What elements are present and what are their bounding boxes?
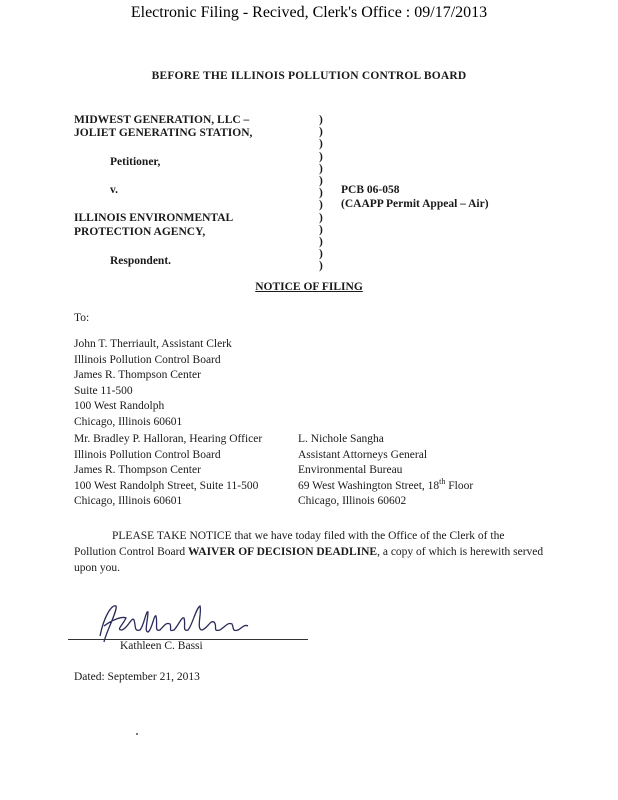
paren: )	[319, 187, 323, 200]
paren: )	[319, 114, 323, 126]
recipient-hearing-officer-address	[74, 432, 262, 510]
address-line: Environmental Bureau	[298, 464, 403, 476]
versus-label: v.	[110, 184, 118, 196]
address-line: Chicago, Illinois 60602	[298, 495, 407, 507]
notice-paragraph: PLEASE TAKE NOTICE that we have today filed with the Office of the Clerk of the Pollution Control Board WAIVER OF DECISION DEADLINE, a copy of which is herewith served upon you.	[74, 530, 544, 574]
paren: )	[319, 126, 323, 139]
address-line: James R. Thompson Center	[74, 464, 201, 476]
to-label: To:	[74, 312, 90, 324]
address-line: Chicago, Illinois 60601	[74, 415, 183, 428]
address-line: Illinois Pollution Control Board	[74, 448, 221, 461]
recipient-attorney-general-address	[298, 432, 473, 510]
paren: )	[319, 260, 323, 273]
signer-name: Kathleen C. Bassi	[120, 640, 203, 652]
paren: )	[319, 199, 323, 212]
address-line: L. Nichole Sangha	[298, 433, 384, 445]
board-heading: BEFORE THE ILLINOIS POLLUTION CONTROL BOARD	[151, 70, 467, 82]
caption-parentheses	[319, 114, 323, 272]
paren: )	[319, 223, 323, 236]
notice-title: NOTICE OF FILING	[255, 281, 363, 293]
address-line: Assistant Attorneys General	[298, 448, 428, 461]
paren: )	[319, 248, 323, 261]
address-line: Mr. Bradley P. Halloran, Hearing Officer	[74, 433, 263, 445]
address-line: Suite 11-500	[74, 384, 133, 397]
address-line: Illinois Pollution Control Board	[74, 353, 221, 366]
case-number: PCB 06-058	[341, 184, 400, 196]
electronic-filing-stamp: Electronic Filing - Recived, Clerk's Office : 09/17/2013	[130, 4, 488, 21]
address-line: John T. Therriault, Assistant Clerk	[74, 338, 232, 350]
case-type: (CAAPP Permit Appeal – Air)	[341, 198, 489, 210]
respondent-label: Respondent.	[110, 255, 172, 267]
paren: )	[319, 162, 323, 175]
address-line: 69 West Washington Street, 18th Floor	[298, 476, 474, 492]
scan-speck	[136, 733, 138, 735]
address-line: 100 West Randolph	[74, 400, 165, 412]
paren: )	[319, 138, 323, 151]
address-line: Chicago, Illinois 60601	[74, 495, 183, 507]
paren: )	[319, 235, 323, 248]
paren: )	[319, 211, 323, 224]
respondent-name-line2: PROTECTION AGENCY,	[74, 226, 206, 238]
filed-document-title: WAIVER OF DECISION DEADLINE	[188, 546, 378, 558]
petitioner-name-line2: JOLIET GENERATING STATION,	[74, 127, 253, 139]
paren: )	[319, 150, 323, 163]
petitioner-name-line1: MIDWEST GENERATION, LLC –	[74, 114, 250, 126]
petitioner-label: Petitioner,	[110, 156, 161, 168]
respondent-name-line1: ILLINOIS ENVIRONMENTAL	[74, 212, 234, 224]
address-line: James R. Thompson Center	[74, 369, 201, 381]
address-line: 100 West Randolph Street, Suite 11-500	[74, 479, 259, 492]
date-line: Dated: September 21, 2013	[74, 671, 200, 683]
recipient-clerk-address	[74, 337, 232, 430]
paren: )	[319, 174, 323, 187]
